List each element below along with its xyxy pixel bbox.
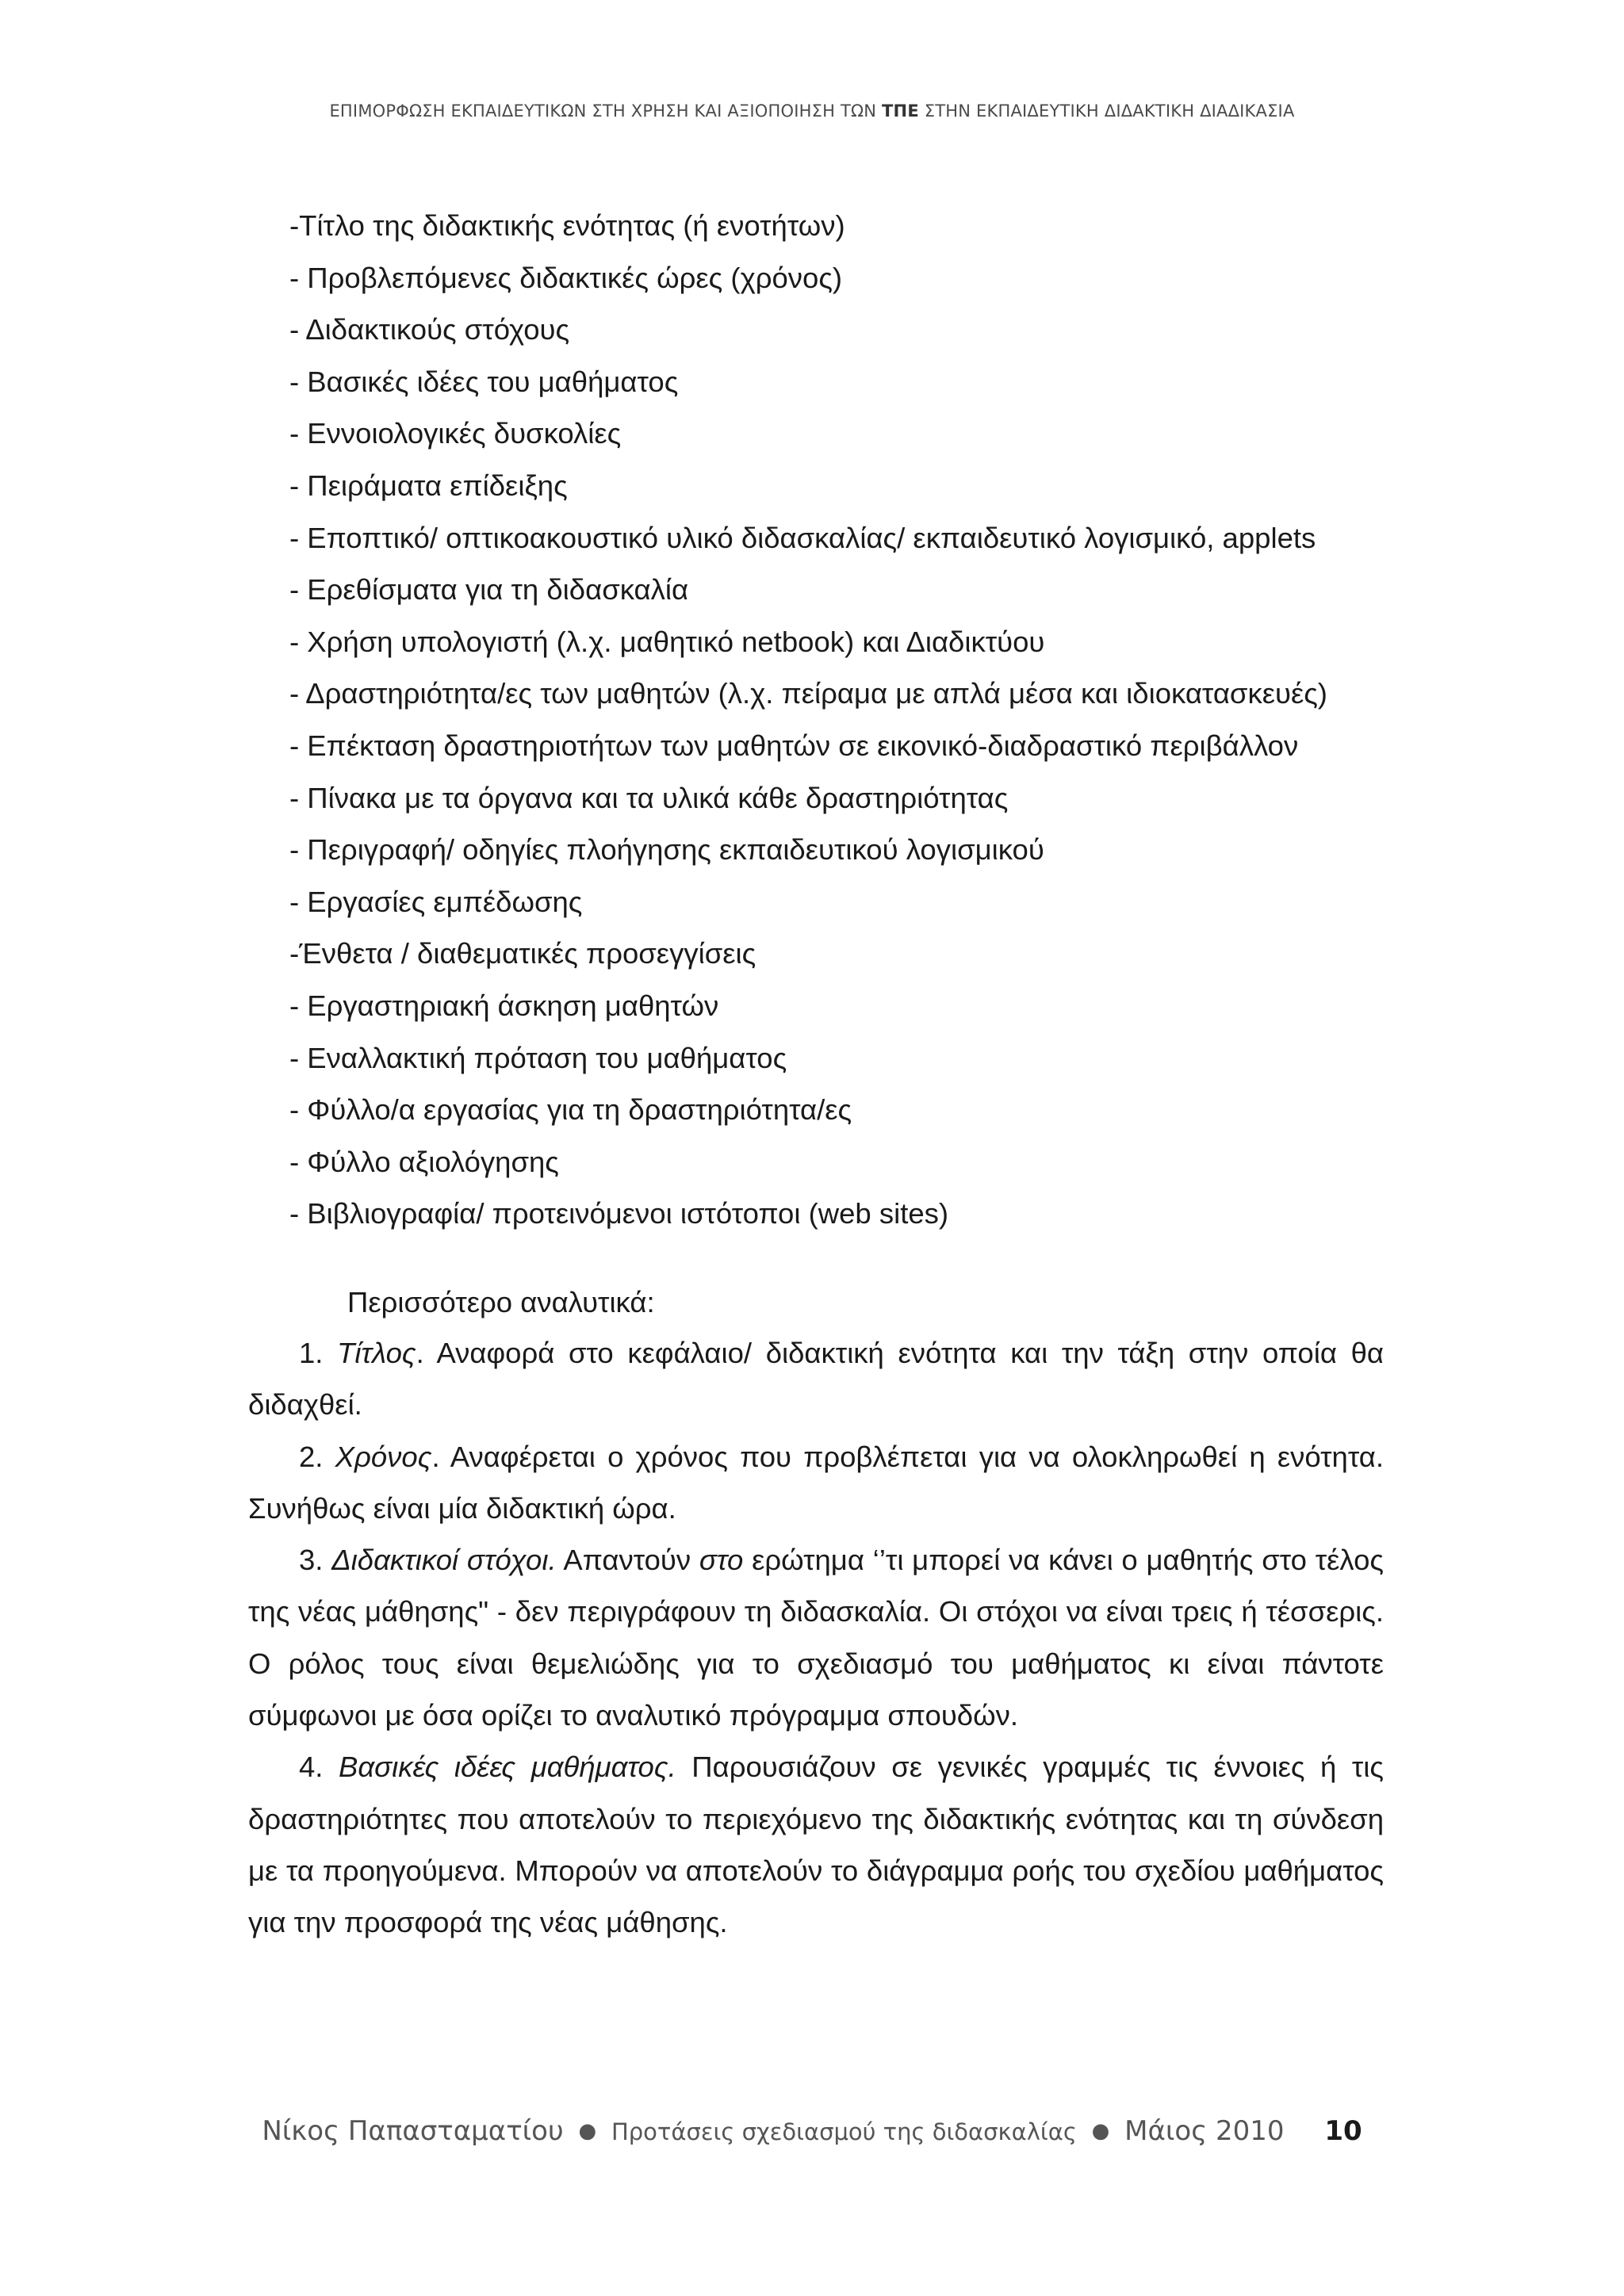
list-item: - Πειράματα επίδειξης [289, 469, 568, 502]
page-footer [0, 2115, 1624, 2147]
paragraph-body: ερώτημα ‘’τι μπορεί να κάνει ο μαθητής στο τέλος της νέας μάθησης" - δεν περιγράφουν τη διδασκαλία. Οι στόχοι να είναι τρεις ή τέσσερις. Ο ρόλος τους είναι θεμελιώδης για το σχεδιασμό του μαθήματος κι είναι πάντοτε σύμφωνοι με όσα ορίζει το αναλυτικό πρόγραμμα σπουδών. [248, 1544, 1384, 1732]
list-item: - Δραστηριότητα/ες των μαθητών (λ.χ. πείραμα με απλά μέσα και ιδιοκατασκευές) [289, 677, 1327, 710]
page-number: 10 [1324, 2115, 1362, 2147]
paragraph-number: 3. [299, 1544, 332, 1577]
paragraph-body: Αναφορά στο κεφάλαιο/ διδακτική ενότητα και την τάξη στην οποία θα διδαχθεί. [248, 1337, 1384, 1422]
list-item: - Εννοιολογικές δυσκολίες [289, 417, 622, 450]
list-item: - Ερεθίσματα για τη διδασκαλία [289, 573, 689, 607]
paragraph-body: Παρουσιάζουν σε γενικές γραμμές τις έννοιες ή τις δραστηριότητες που αποτελούν το περιεχόμενο της διδακτικής ενότητας και τη σύνδεση με τα προηγούμενα. Μπορούν να αποτελούν το διάγραμμα ροής του σχεδίου μαθήματος για την προσφορά της νέας μάθησης. [248, 1751, 1384, 1939]
page-header [0, 101, 1624, 121]
list-item: - Περιγραφή/ οδηγίες πλοήγησης εκπαιδευτικού λογισμικού [289, 833, 1044, 867]
list-item: -Ένθετα / διαθεματικές προσεγγίσεις [289, 937, 756, 970]
list-item: - Φύλλο αξιολόγησης [289, 1145, 559, 1178]
paragraph-mid-italic: στο [699, 1544, 744, 1577]
paragraph-title [248, 1327, 1384, 1431]
header-text-end: ΣΤΗΝ ΕΚΠΑΙΔΕΥΤΙΚΗ ΔΙΔΑΚΤΙΚΗ ΔΙΑΔΙΚΑΣΙΑ [918, 101, 1295, 121]
paragraph-number: 1. [299, 1337, 338, 1369]
header-text: ΕΠΙΜΟΡΦΩΣΗ ΕΚΠΑΙΔΕΥΤΙΚΩΝ ΣΤΗ ΧΡΗΣΗ ΚΑΙ ΑΞΙΟΠΟΙΗΣΗ ΤΩΝ [329, 101, 883, 121]
paragraph-ideas [248, 1741, 1384, 1948]
paragraph-term-suffix: . [431, 1440, 440, 1473]
paragraph-term: Τίτλος [337, 1337, 416, 1369]
paragraph-number: 4. [299, 1751, 339, 1784]
list-item: - Εργασίες εμπέδωσης [289, 885, 583, 918]
list-item: - Βιβλιογραφία/ προτεινόμενοι ιστότοποι (web sites) [289, 1197, 949, 1230]
paragraph-term: Διδακτικοί στόχοι. [331, 1544, 557, 1577]
list-item: - Προβλεπόμενες διδακτικές ώρες (χρόνος) [289, 261, 843, 294]
paragraph-term: Χρόνος [335, 1440, 432, 1473]
section-subtitle: Περισσότερο αναλυτικά: [347, 1286, 655, 1318]
bullet-icon: ● [1091, 2119, 1110, 2143]
list-item: - Διδακτικούς στόχους [289, 313, 570, 346]
list-item: - Χρήση υπολογιστή (λ.χ. μαθητικό netbook) και Διαδικτύου [289, 625, 1045, 658]
paragraph-time [248, 1431, 1384, 1535]
list-item: - Εναλλακτική πρόταση του μαθήματος [289, 1041, 787, 1074]
paragraph-term-suffix: Απαντούν [556, 1544, 699, 1577]
list-item: - Φύλλο/α εργασίας για τη δραστηριότητα/ες [289, 1093, 852, 1127]
bullet-icon: ● [578, 2119, 597, 2143]
header-bold-acronym: ΤΠΕ [882, 101, 919, 121]
lesson-plan-contents-list [289, 200, 1400, 1240]
paragraph-term-suffix: . [416, 1337, 424, 1369]
detailed-explanation [248, 1327, 1384, 1949]
list-item: - Βασικές ιδέες του μαθήματος [289, 365, 679, 398]
paragraph-body: Αναφέρεται ο χρόνος που προβλέπεται για να ολοκληρωθεί η ενότητα. Συνήθως είναι μία διδακτική ώρα. [248, 1440, 1384, 1525]
footer-date: Μάιος 2010 [1124, 2115, 1285, 2147]
paragraph-term: Βασικές ιδέες μαθήματος. [339, 1751, 676, 1784]
paragraph-goals [248, 1534, 1384, 1741]
list-item: - Επέκταση δραστηριοτήτων των μαθητών σε εικονικό-διαδραστικό περιβάλλον [289, 729, 1299, 762]
list-item: -Τίτλο της διδακτικής ενότητας (ή ενοτήτων) [289, 209, 845, 242]
footer-title: Προτάσεις σχεδιασμού της διδασκαλίας [611, 2118, 1077, 2145]
list-item: - Εργαστηριακή άσκηση μαθητών [289, 989, 719, 1022]
footer-author: Νίκος Παπασταματίου [262, 2115, 564, 2147]
list-item: - Εποπτικό/ οπτικοακουστικό υλικό διδασκαλίας/ εκπαιδευτικό λογισμικό, applets [289, 521, 1316, 554]
paragraph-number: 2. [299, 1440, 335, 1473]
list-item: - Πίνακα με τα όργανα και τα υλικά κάθε δραστηριότητας [289, 781, 1009, 814]
